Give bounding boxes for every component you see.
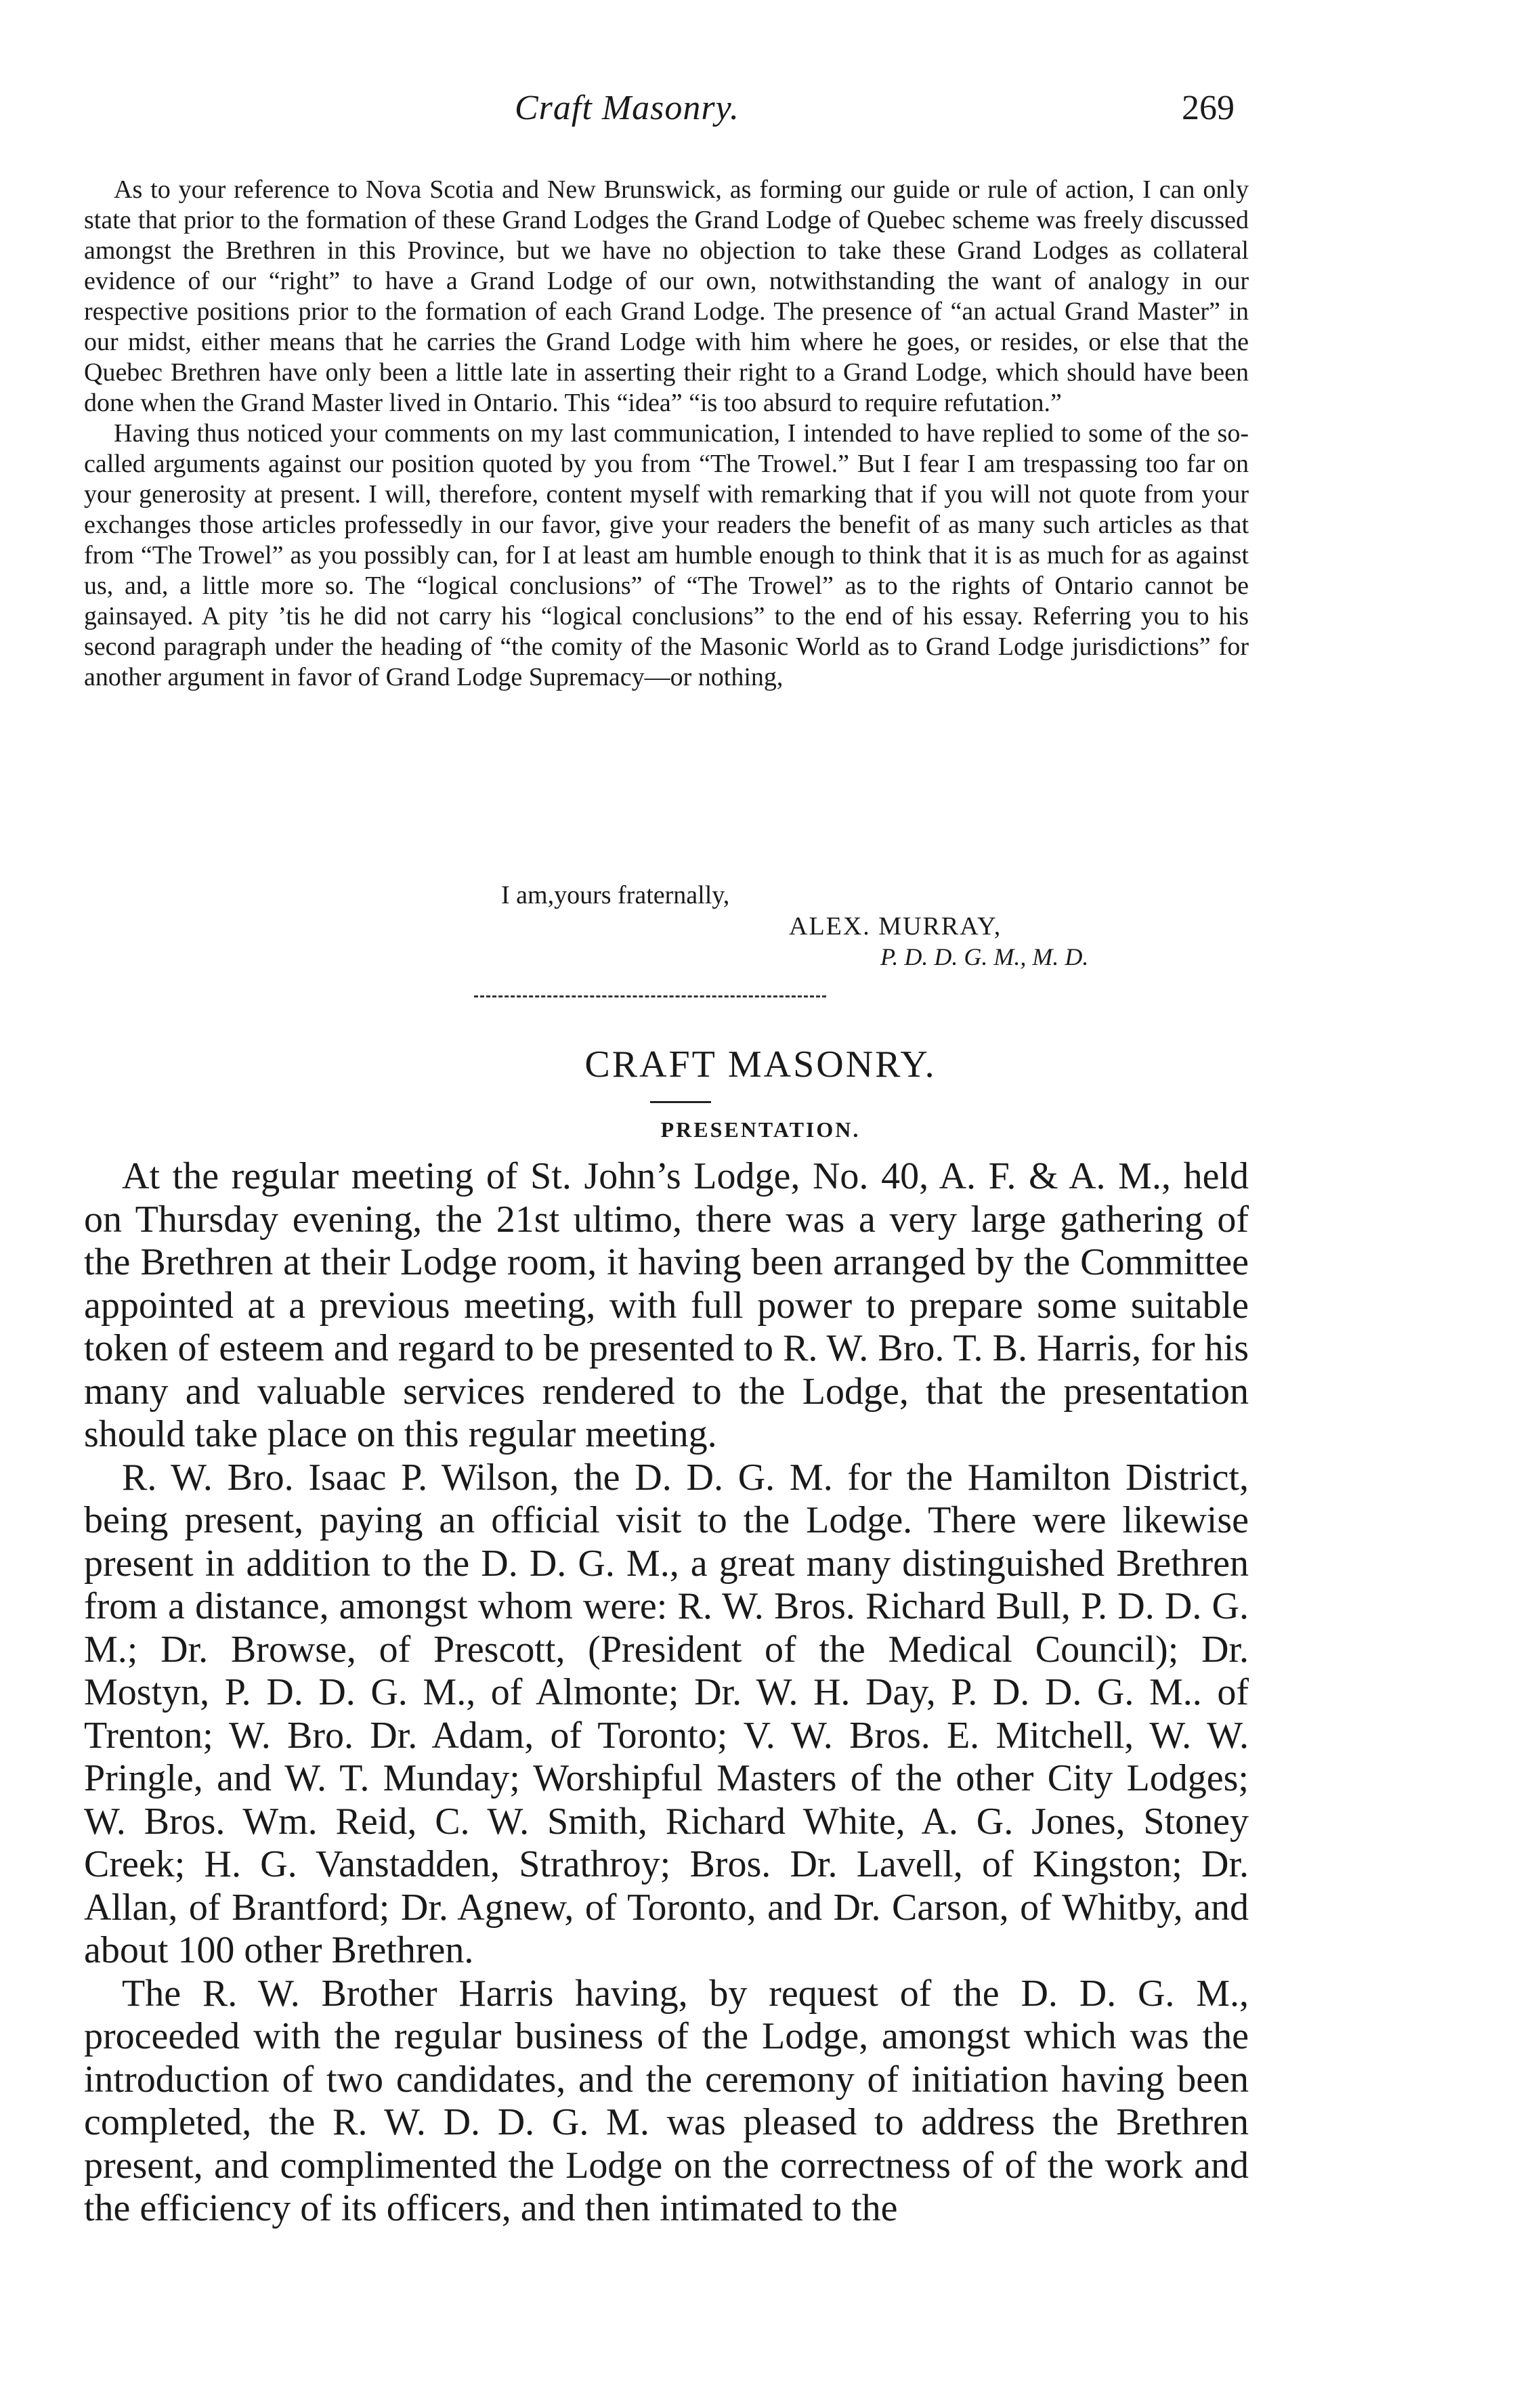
article-paragraph: The R. W. Brother Harris having, by request of the D. D. G. M., proceeded with the regular business of the Lodge, amongst which was the introduction of two candidates, and the ceremony of initiation having been completed, the R. W. D. D. G. M. was pleased to address the Brethren present, and complimented the Lodge on the correctness of of the work and the efficiency of its officers, and then intimated to the bbox=[84, 1972, 1249, 2229]
signer-name: ALEX. MURRAY, bbox=[789, 912, 1002, 941]
page-number: 269 bbox=[1182, 89, 1235, 127]
section-divider bbox=[474, 995, 826, 997]
article-title: CRAFT MASONRY. bbox=[584, 1044, 937, 1085]
letter-body bbox=[84, 175, 1249, 693]
letter-paragraph: Having thus noticed your comments on my last communication, I intended to have replied to some of the so-called arguments against our position quoted by you from “The Trowel.” But I fear I am trespassing too far on your generosity at present. I will, therefore, content myself with remarking that if you will not quote from your exchanges those articles professedly in our favor, give your readers the benefit of as many such articles as that from “The Trowel” as you possibly can, for I at least am humble enough to think that it is as much for as against us, and, a little more so. The “logical conclusions” of “The Trowel” as to the rights of Ontario cannot be gainsayed. A pity ’tis he did not carry his “logical conclusions” to the end of his essay. Referring you to his second paragraph under the heading of “the comity of the Masonic World as to Grand Lodge jurisdictions” for another argument in favor of Grand Lodge Supremacy—or nothing, bbox=[84, 419, 1249, 691]
article-paragraph: R. W. Bro. Isaac P. Wilson, the D. D. G. M. for the Hamilton District, being present, paying an official visit to the Lodge. There were likewise present in addition to the D. D. G. M., a great many distinguished Brethren from a distance, amongst whom were: R. W. Bros. Richard Bull, P. D. D. G. M.; Dr. Browse, of Prescott, (President of the Medical Council); Dr. Mostyn, P. D. D. G. M., of Almonte; Dr. W. H. Day, P. D. D. G. M.. of Trenton; W. Bro. Dr. Adam, of Toronto; V. W. Bros. E. Mitchell, W. W. Pringle, and W. T. Munday; Worshipful Masters of the other City Lodges; W. Bros. Wm. Reid, C. W. Smith, Richard White, A. G. Jones, Stoney Creek; H. G. Vanstadden, Strathroy; Bros. Dr. Lavell, of Kingston; Dr. Allan, of Brantford; Dr. Agnew, of Toronto, and Dr. Carson, of Whitby, and about 100 other Brethren. bbox=[84, 1456, 1249, 1971]
letter-paragraph: As to your reference to Nova Scotia and New Brunswick, as forming our guide or rule of action, I can only state that prior to the formation of these Grand Lodges the Grand Lodge of Quebec scheme was freely discussed amongst the Brethren in this Province, but we have no objection to take these Grand Lodges as collateral evidence of our “right” to have a Grand Lodge of our own, notwithstanding the want of analogy in our respective positions prior to the formation of each Grand Lodge. The presence of “an actual Grand Master” in our midst, either means that he carries the Grand Lodge with him where he goes, or resides, or else that the Quebec Brethren have only been a little late in asserting their right to a Grand Lodge, which should have been done when the Grand Master lived in Ontario. This “idea” “is too absurd to require refutation.” bbox=[84, 175, 1249, 417]
letter-closing: I am,yours fraternally, bbox=[501, 881, 730, 909]
article-body bbox=[84, 1155, 1249, 2231]
article-subheading: PRESENTATION. bbox=[660, 1117, 861, 1142]
article-paragraph: At the regular meeting of St. John’s Lodge, No. 40, A. F. & A. M., held on Thursday evening, the 21st ultimo, there was a very large gathering of the Brethren at their Lodge room, it having been arranged by the Committee appointed at a previous meeting, with full power to prepare some suitable token of esteem and regard to be presented to R. W. Bro. T. B. Harris, for his many and valuable services rendered to the Lodge, that the presentation should take place on this regular meeting. bbox=[84, 1155, 1249, 1455]
title-rule bbox=[650, 1101, 711, 1103]
signer-title: P. D. D. G. M., M. D. bbox=[880, 943, 1089, 970]
running-header bbox=[0, 88, 1521, 149]
running-title: Craft Masonry. bbox=[515, 89, 740, 127]
